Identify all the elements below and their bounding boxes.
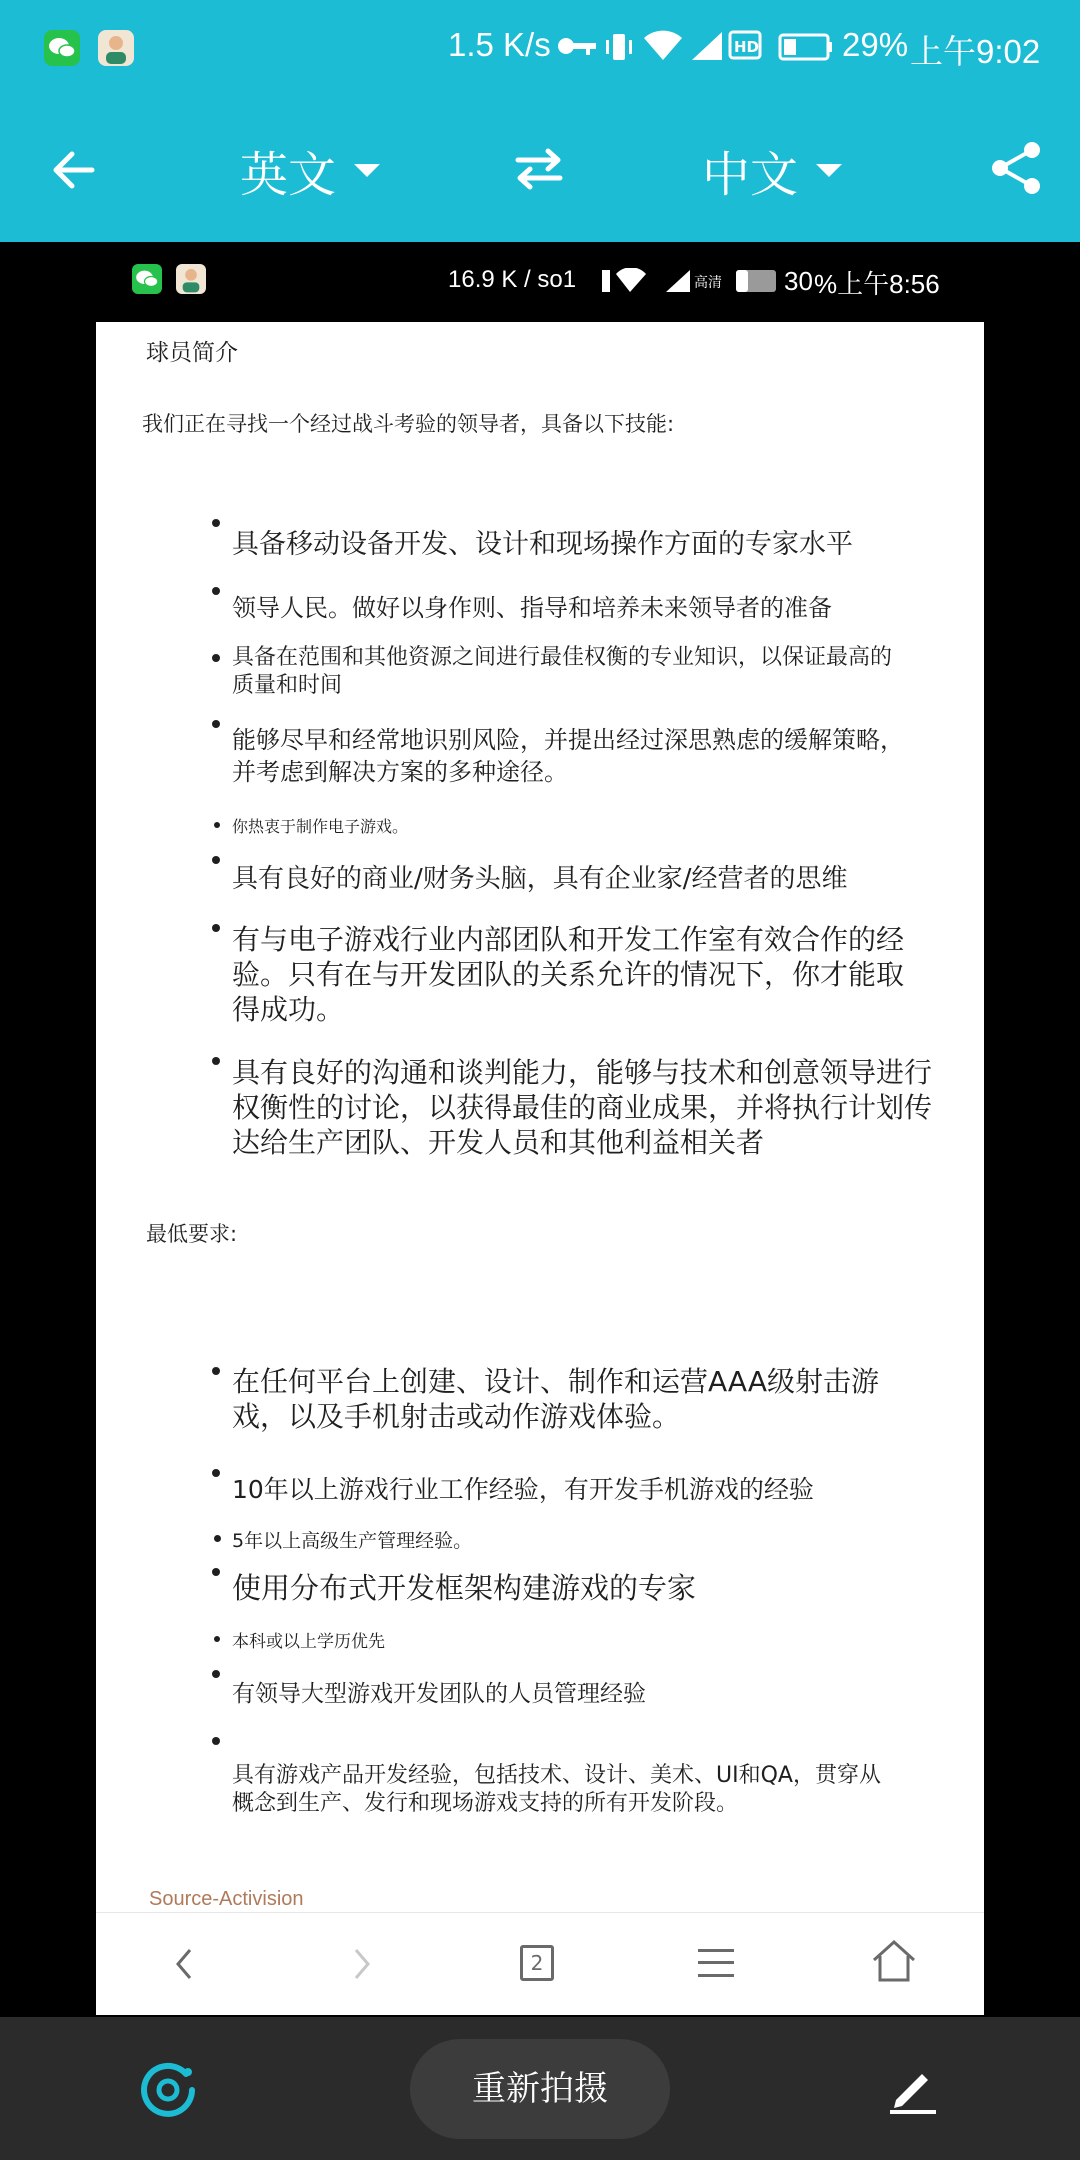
list-item: 领导人民。做好以身作则、指导和培养未来领导者的准备	[232, 594, 832, 622]
list-bullet	[212, 720, 220, 728]
list-item: 具有良好的沟通和谈判能力，能够与技术和创意领导进行权衡性的讨论，以获得最佳的商业成果，并将执行计划传达给生产团队、开发人员和其他利益相关者	[232, 1056, 933, 1159]
share-icon[interactable]	[988, 140, 1044, 200]
chevron-right-icon[interactable]	[346, 1944, 378, 1988]
avatar-app-icon	[98, 30, 134, 66]
list-item: 在任何平台上创建、设计、制作和运营AAA级射击游戏，以及手机射击或动作游戏体验。	[232, 1365, 880, 1433]
list-item: 有与电子游戏行业内部团队和开发工作室有效合作的经验。只有在与开发团队的关系允许的情况下，你才能取得成功。	[232, 923, 905, 1026]
list-bullet	[212, 654, 220, 662]
wifi-icon	[642, 28, 684, 66]
list-bullet	[212, 587, 220, 595]
list-item: 10年以上游戏行业工作经验，有开发手机游戏的经验	[232, 1475, 814, 1504]
requirements-heading: 最低要求:	[146, 1222, 238, 1246]
chevron-left-icon[interactable]	[168, 1944, 200, 1988]
list-bullet	[214, 822, 220, 828]
battery-icon	[778, 32, 834, 66]
document-title: 球员简介	[146, 340, 238, 366]
target-language-label: 中文	[702, 146, 799, 203]
wechat-icon	[44, 30, 80, 66]
page-count-button[interactable]	[520, 1945, 554, 1981]
swap-languages-icon[interactable]	[512, 146, 566, 194]
vibrate-icon	[602, 30, 636, 68]
list-bullet	[212, 1469, 220, 1477]
list-bullet	[212, 1737, 220, 1745]
list-item: 有领导大型游戏开发团队的人员管理经验	[232, 1681, 646, 1707]
back-arrow-icon[interactable]	[48, 144, 100, 200]
wechat-icon	[132, 264, 162, 294]
signal-icon	[690, 30, 724, 66]
edit-pencil-icon[interactable]	[886, 2062, 940, 2120]
avatar-app-icon	[176, 264, 206, 294]
list-item: 具备移动设备开发、设计和现场操作方面的专家水平	[232, 529, 853, 560]
list-item: 具有良好的商业/财务头脑，具有企业家/经营者的思维	[232, 864, 848, 894]
inner-hd-label: 高清	[694, 274, 722, 290]
document-intro: 我们正在寻找一个经过战斗考验的领导者，具备以下技能:	[142, 412, 675, 436]
list-bullet	[212, 1367, 220, 1375]
page-count-label: 2	[530, 1951, 544, 1975]
list-item: 5年以上高级生产管理经验。	[232, 1530, 473, 1552]
hd-icon	[728, 28, 762, 66]
list-item: 能够尽早和经常地识别风险，并提出经过深思熟虑的缓解策略，并考虑到解决方案的多种途径。	[232, 726, 904, 786]
network-speed: 1.5 K/s	[448, 26, 551, 63]
viewer-nav-divider	[96, 1912, 984, 1913]
clock: 上午9:02	[910, 33, 1041, 70]
inner-battery-percent: 30	[784, 266, 813, 296]
app-header	[0, 0, 1080, 242]
list-item: 本科或以上学历优先	[232, 1632, 385, 1652]
list-bullet	[212, 856, 220, 864]
retake-button[interactable]: 重新拍摄	[410, 2039, 670, 2139]
source-credit: Source-Activision	[149, 1888, 304, 1910]
list-bullet	[212, 1057, 220, 1065]
key-icon	[556, 31, 598, 65]
list-item: 你热衷于制作电子游戏。	[232, 817, 409, 836]
list-item: 使用分布式开发框架构建游戏的专家	[232, 1571, 697, 1605]
battery-percent: 29%	[842, 26, 909, 63]
list-item: 具备在范围和其他资源之间进行最佳权衡的专业知识，以保证最高的质量和时间	[232, 645, 893, 698]
list-bullet	[214, 1535, 221, 1542]
inner-clock: %上午8:56	[814, 269, 940, 299]
inner-network-speed: 16.9 K / so1	[448, 266, 577, 293]
target-language-selector[interactable]	[702, 138, 842, 202]
list-bullet	[212, 1670, 220, 1678]
inner-battery-icon	[734, 268, 782, 298]
list-item: 具有游戏产品开发经验，包括技术、设计、美术、UI和QA，贯穿从概念到生产、发行和现场游戏支持的所有开发阶段。	[232, 1763, 881, 1816]
list-bullet	[212, 924, 220, 932]
chevron-down-icon	[354, 164, 380, 177]
chevron-down-icon	[816, 164, 842, 177]
source-language-selector[interactable]	[240, 138, 380, 202]
list-bullet	[214, 1636, 220, 1642]
menu-icon[interactable]	[696, 1946, 736, 1984]
camera-lens-icon[interactable]	[138, 2060, 198, 2124]
svg-text:HD: HD	[734, 38, 760, 56]
list-bullet	[212, 1568, 220, 1576]
source-language-label: 英文	[240, 146, 337, 203]
home-icon[interactable]	[870, 1938, 918, 1988]
list-bullet	[212, 519, 220, 527]
